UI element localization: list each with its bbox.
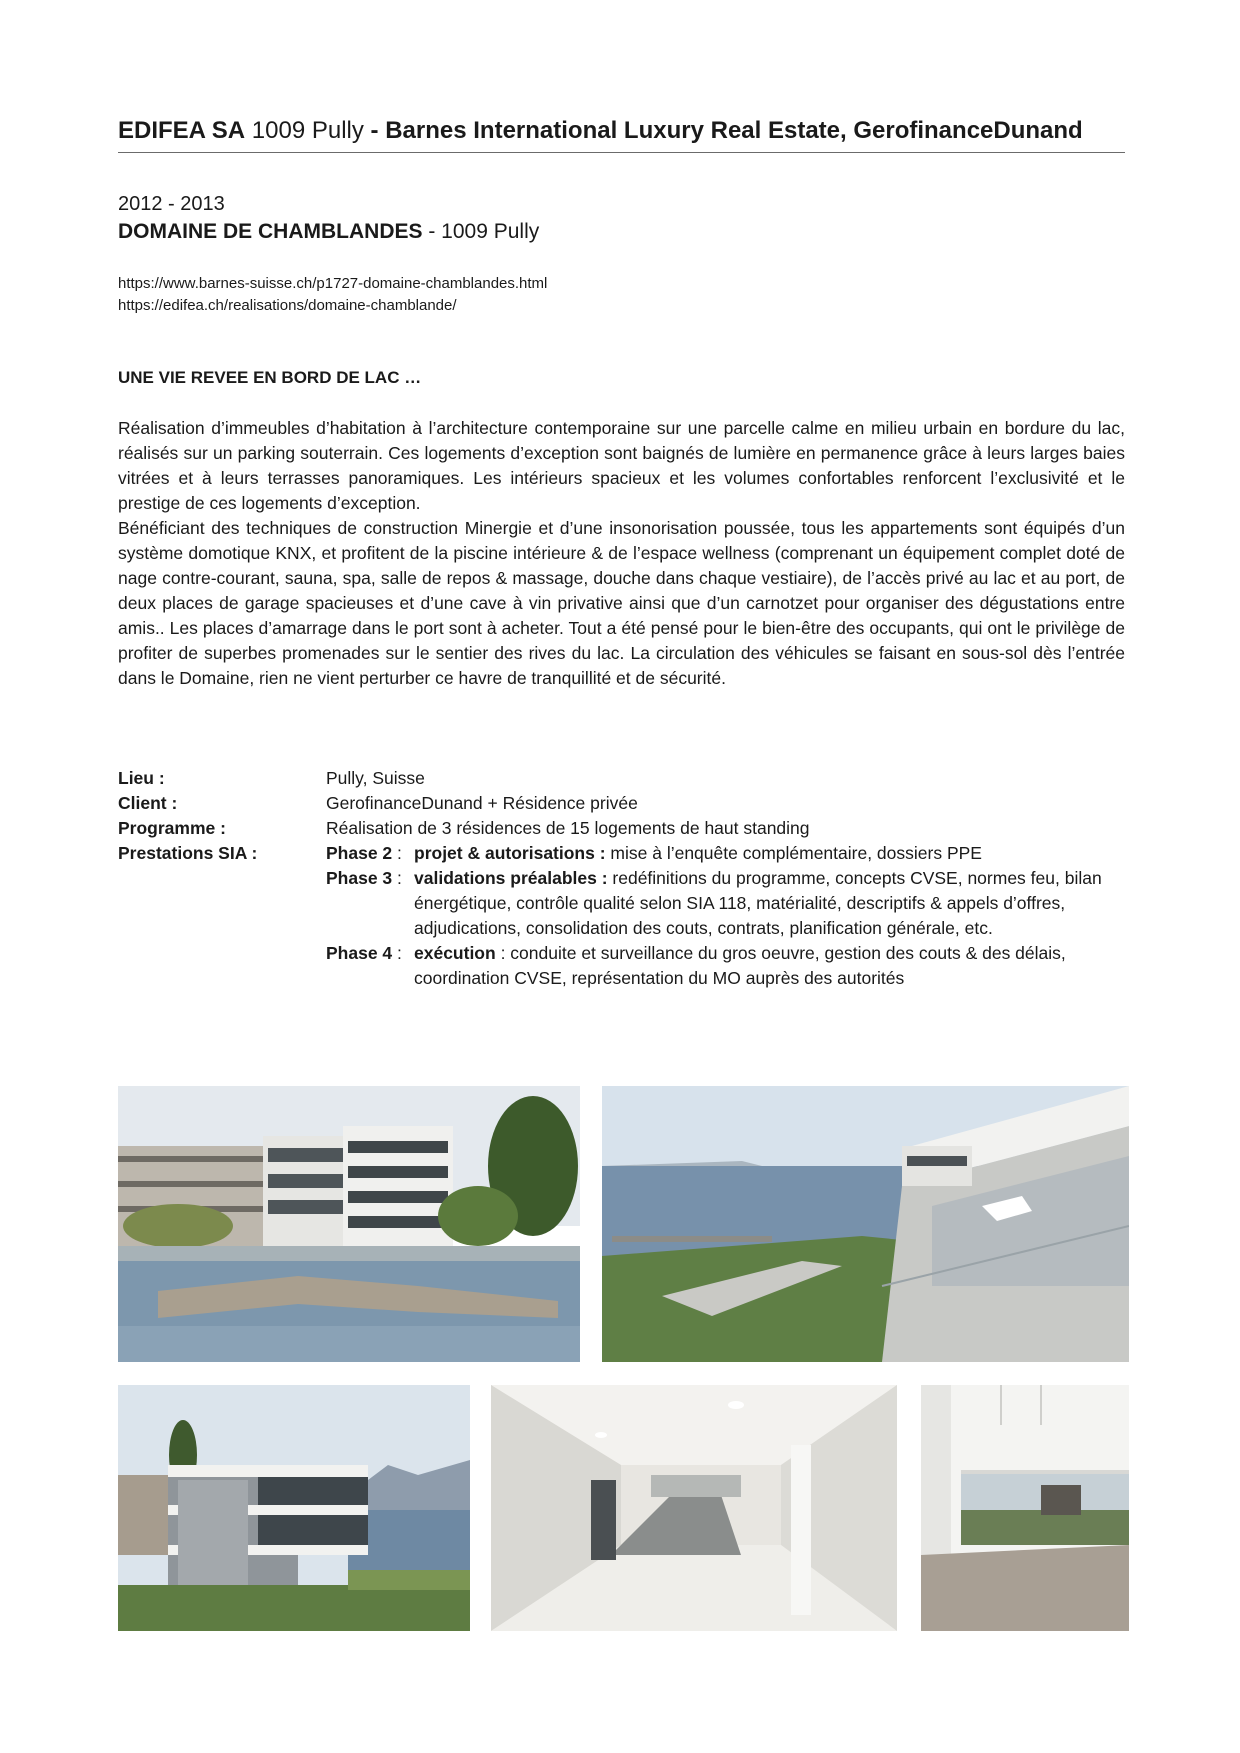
photo-living-space [921, 1385, 1129, 1631]
tagline: UNE VIE REVEE EN BORD DE LAC … [118, 368, 422, 387]
phase-text: redéfinitions du programme, concepts CVSE, normes feu, bilan énergétique, contrôle qualité selon SIA 118, matérialité, descriptifs & appels d’offres, adjudications, consolidation des couts, contrats, planification générale, etc. [414, 868, 1102, 938]
phase-text: mise à l’enquête complémentaire, dossiers PPE [605, 843, 982, 863]
phase-sep: : [392, 943, 402, 963]
company-name: EDIFEA SA [118, 117, 246, 144]
spec-label: Client : [118, 793, 178, 813]
project-years: 2012 - 2013 [118, 193, 225, 215]
phase-title: validations préalables : [414, 868, 608, 888]
photo-terrace-lake-view [602, 1086, 1129, 1362]
photo-building-exterior [118, 1385, 470, 1631]
spec-value: GerofinanceDunand + Résidence privée [326, 793, 638, 813]
link-barnes[interactable]: https://www.barnes-suisse.ch/p1727-domaine-chamblandes.html [118, 275, 548, 292]
spec-label: Lieu : [118, 768, 165, 788]
spec-label: Prestations SIA : [118, 843, 258, 863]
spec-label: Programme : [118, 818, 226, 838]
header-separator: - [363, 117, 386, 144]
spec-row-client [118, 791, 1125, 816]
phase-item [326, 866, 1125, 941]
link-edifea[interactable]: https://edifea.ch/realisations/domaine-chamblande/ [118, 297, 457, 314]
phase-title: exécution [414, 943, 496, 963]
reference-links [118, 273, 547, 317]
document-header [118, 116, 1125, 153]
phase-sep: : [392, 843, 402, 863]
project-place: - 1009 Pully [422, 220, 540, 243]
photo-lakeside-buildings [118, 1086, 580, 1362]
spec-value: Réalisation de 3 résidences de 15 logements de haut standing [326, 818, 810, 838]
phase-title: projet & autorisations : [414, 843, 606, 863]
photo-indoor-pool [491, 1385, 897, 1631]
project-specs [118, 766, 1125, 991]
phase-sep: : [392, 868, 402, 888]
project-title [118, 218, 539, 246]
phase-item [326, 941, 1125, 991]
phase-tag: Phase 4 [326, 943, 393, 963]
project-name: DOMAINE DE CHAMBLANDES [118, 220, 423, 243]
spec-value: Pully, Suisse [326, 768, 425, 788]
phase-tag: Phase 3 [326, 868, 393, 888]
spec-row-programme [118, 816, 1125, 841]
phase-tag: Phase 2 [326, 843, 393, 863]
phase-item [326, 841, 1125, 866]
description-paragraph-1: Réalisation d’immeubles d’habitation à l’architecture contemporaine sur une parcelle calme en milieu urbain en bordure du lac, réalisés sur un parking souterrain. Ces logements d’exception sont baignés de lumière en permanence grâce à leurs larges baies vitrées et à leurs terrasses panoramiques. Les intérieurs spacieux et les volumes confortables renforcent l’exclusivité et le prestige de ces logements d’exception. [118, 418, 1125, 513]
phase-list [326, 841, 1125, 991]
project-description [118, 416, 1125, 691]
company-location: 1009 Pully [245, 117, 364, 144]
phase-text: : conduite et surveillance du gros oeuvre, gestion des couts & des délais, coordination CVSE, représentation du MO auprès des autorités [414, 943, 1066, 988]
spec-row-lieu [118, 766, 1125, 791]
spec-row-prestations [118, 841, 1125, 991]
client-names: Barnes International Luxury Real Estate, GerofinanceDunand [385, 117, 1083, 144]
description-paragraph-2: Bénéficiant des techniques de construction Minergie et d’une insonorisation poussée, tous les appartements sont équipés d’un système domotique KNX, et profitent de la piscine intérieure & de l’espace wellness (comprenant un équipement complet doté de nage contre-courant, sauna, spa, salle de repos & massage, douche dans chaque vestiaire), de l’accès privé au lac et au port, de deux places de garage spacieuses et d’une cave à vin privative ainsi que d’un carnotzet pour organiser des dégustations entre amis.. Les places d’amarrage dans le port sont à acheter. Tout a été pensé pour le bien-être des occupants, qui ont le privilège de profiter de superbes promenades sur le sentier des rives du lac. La circulation des véhicules se faisant en sous-sol dès l’entrée dans le Domaine, rien ne vient perturber ce havre de tranquillité et de sécurité. [118, 518, 1125, 688]
